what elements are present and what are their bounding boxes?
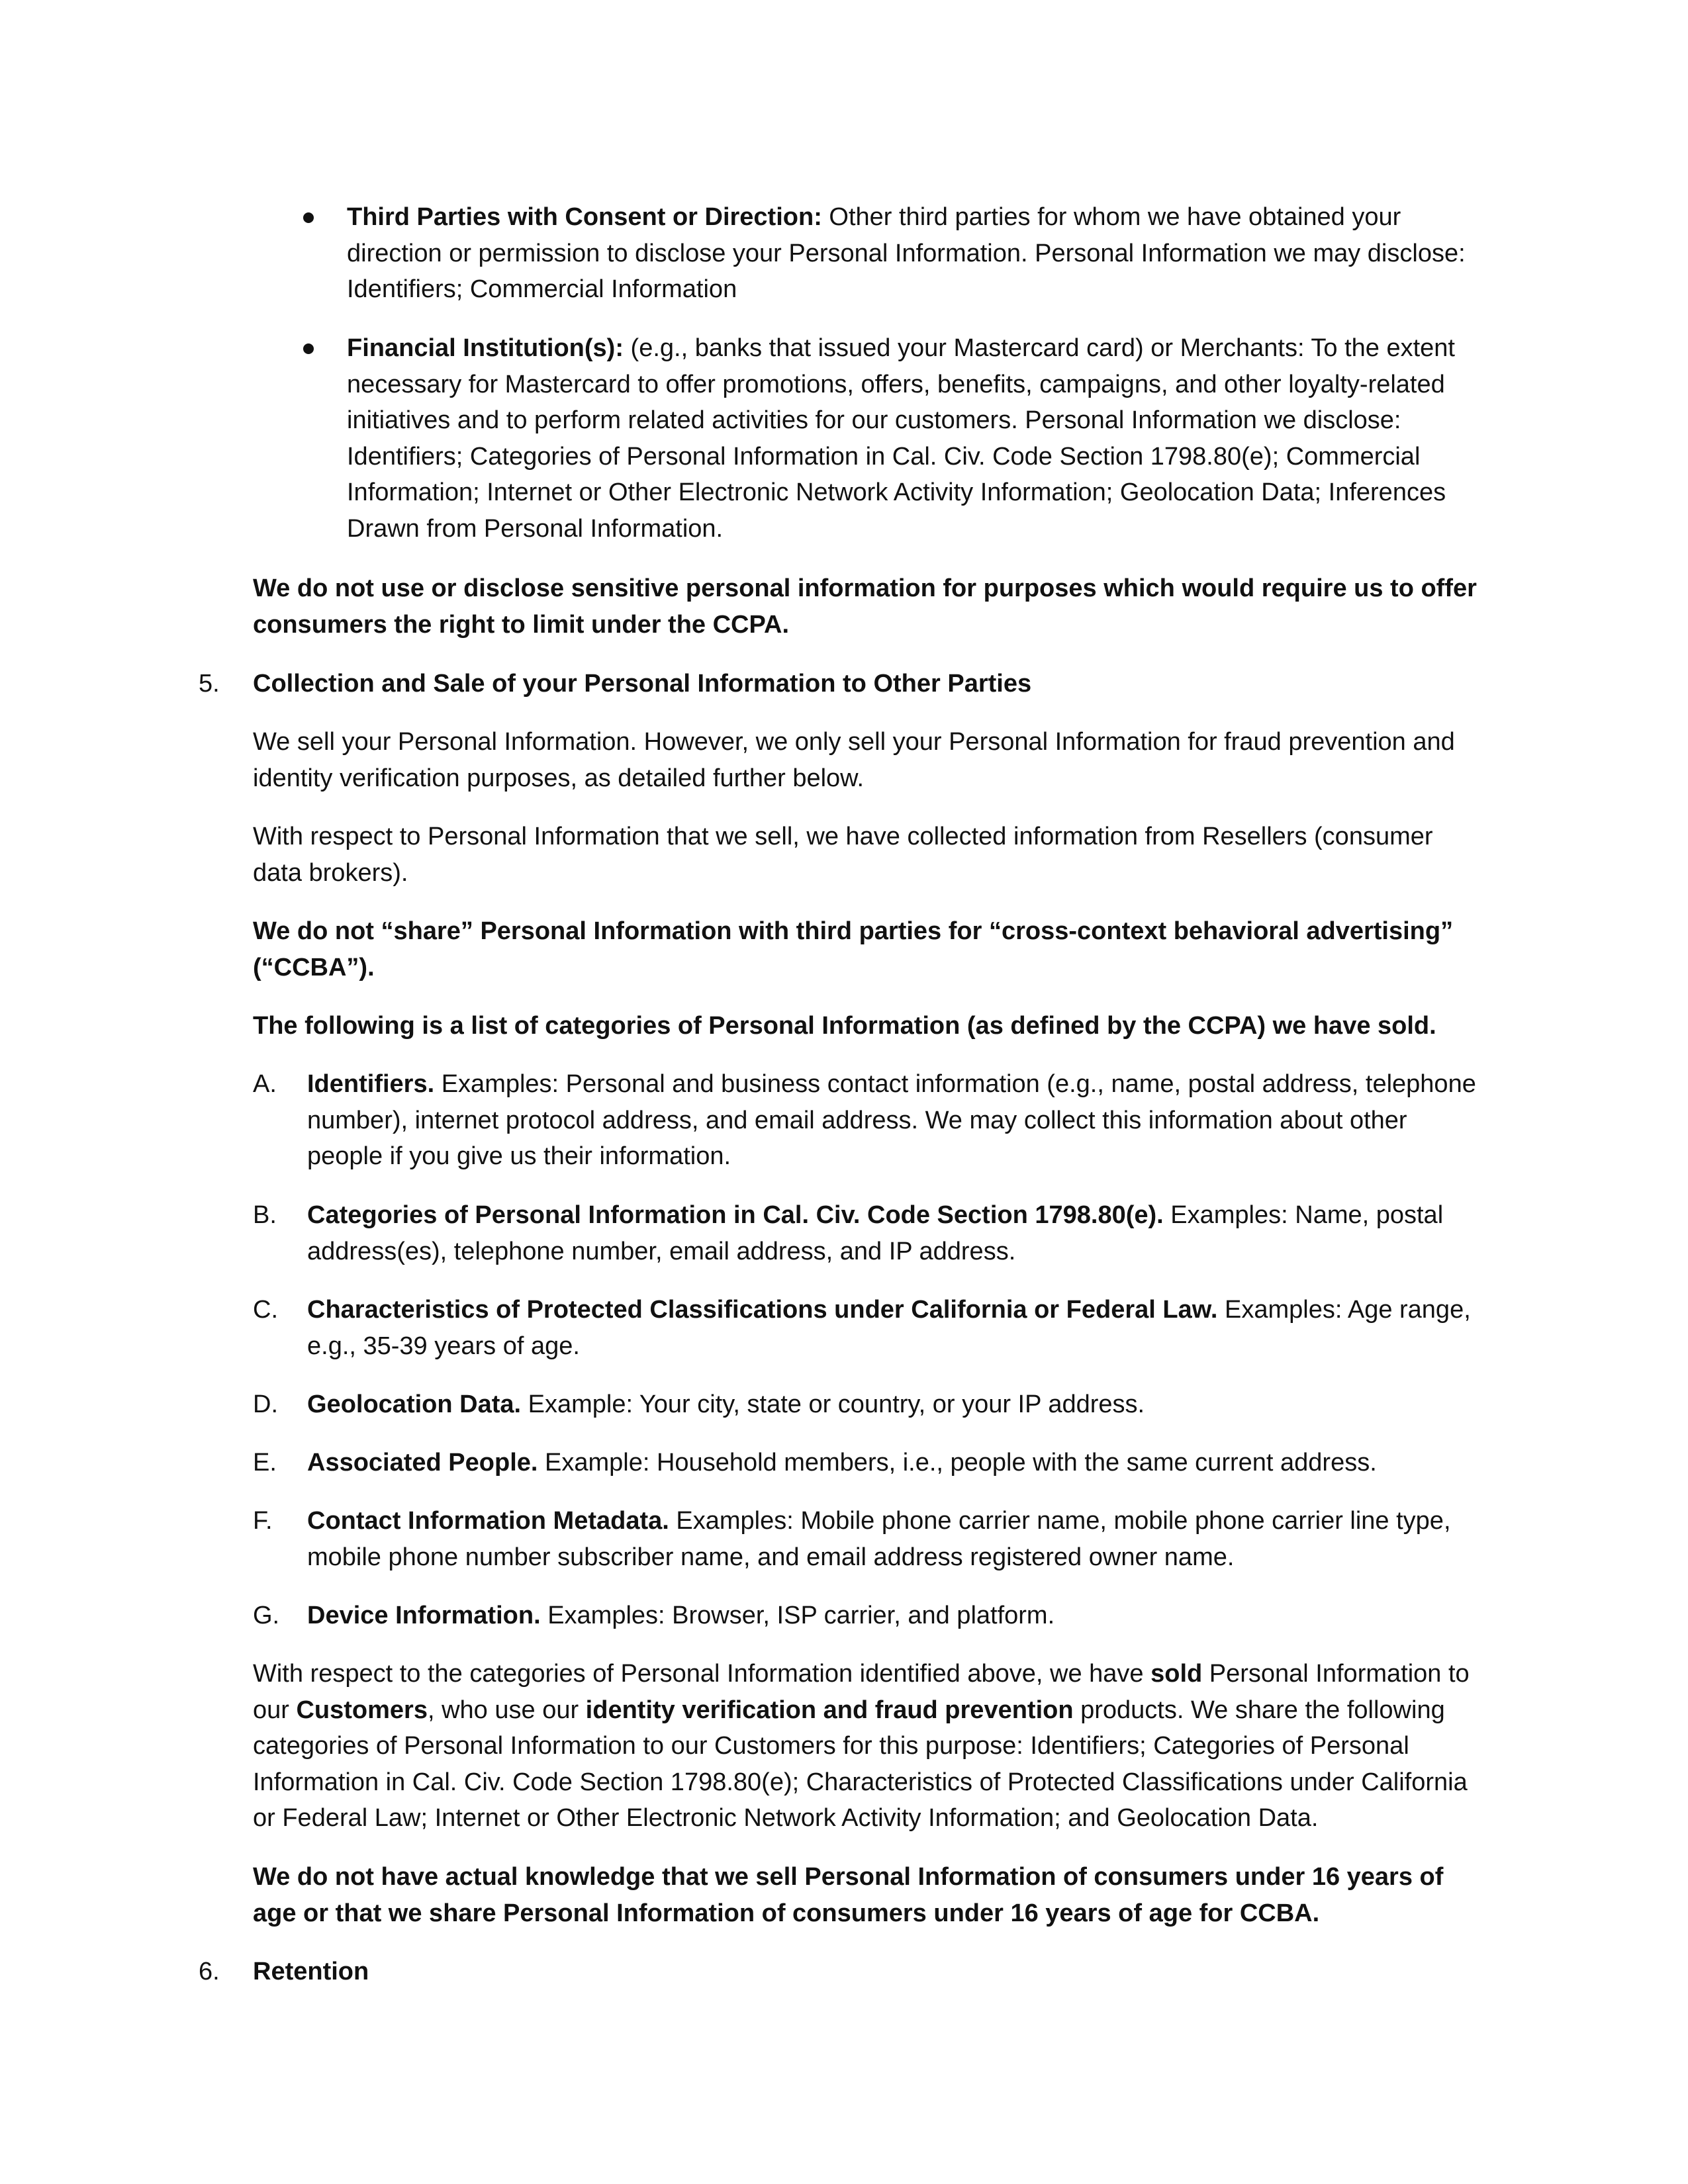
list-letter: G. xyxy=(253,1602,280,1629)
category-term: Characteristics of Protected Classifications under California or Federal Law. xyxy=(307,1296,1218,1324)
list-letter: E. xyxy=(253,1449,277,1477)
section-number: 5. xyxy=(199,670,220,698)
category-text: Example: Household members, i.e., people with the same current address. xyxy=(538,1449,1377,1477)
category-item-device-information xyxy=(307,1598,1485,1634)
emphasis-identity-verification: identity verification and fraud prevention xyxy=(585,1696,1074,1724)
categories-list-intro: The following is a list of categories of Personal Information (as defined by the CCPA) we have sold. xyxy=(253,1012,1436,1040)
category-text: Example: Your city, state or country, or your IP address. xyxy=(521,1390,1145,1418)
text-run: Personal Information to our xyxy=(253,1660,1470,1724)
section-heading-retention: Retention xyxy=(253,1958,369,1985)
paragraph-sell-info: We sell your Personal Information. However, we only sell your Personal Information for fraud prevention and identity verification purposes, as detailed further below. xyxy=(253,728,1455,792)
list-letter: B. xyxy=(253,1201,277,1229)
bullet-icon xyxy=(303,343,314,354)
bullet-icon xyxy=(303,212,314,223)
list-letter: C. xyxy=(253,1296,278,1324)
bullet-item-third-parties xyxy=(347,199,1485,308)
category-term: Geolocation Data. xyxy=(307,1390,522,1418)
paragraph-sold-to-customers xyxy=(253,1656,1485,1837)
category-text: Examples: Browser, ISP carrier, and platform. xyxy=(540,1602,1055,1629)
sensitive-info-notice: We do not use or disclose sensitive personal information for purposes which would require us to offer consumers the right to limit under the CCPA. xyxy=(253,574,1477,639)
text-run: With respect to the categories of Personal Information identified above, we have xyxy=(253,1660,1151,1688)
ccba-notice: We do not “share” Personal Information with third parties for “cross-context behavioral advertising” (“CCBA”). xyxy=(253,917,1454,981)
bullet-text: (e.g., banks that issued your Mastercard card) or Merchants: To the extent necessary for Mastercard to offer promotions, offers, benefits, campaigns, and other loyalty-related initiatives and to perform related activities for our customers. Personal Information we disclose: Identifiers; Categories of Personal Information in Cal. Civ. Code Section 1798.80(e); Commercial Information; Internet or Other Electronic Network Activity Information; Geolocation Data; Inferences Drawn from Personal Information. xyxy=(347,334,1455,543)
list-letter: A. xyxy=(253,1070,277,1098)
category-text: Examples: Age range, e.g., 35-39 years of age. xyxy=(307,1296,1471,1360)
category-item-protected-classifications xyxy=(307,1292,1485,1364)
bullet-term: Financial Institution(s): xyxy=(347,334,624,362)
emphasis-customers: Customers xyxy=(296,1696,428,1724)
bullet-item-financial-institutions xyxy=(347,330,1485,547)
category-term: Categories of Personal Information in Cal. Civ. Code Section 1798.80(e). xyxy=(307,1201,1164,1229)
emphasis-sold: sold xyxy=(1150,1660,1203,1688)
category-item-identifiers xyxy=(307,1066,1485,1175)
bullet-term: Third Parties with Consent or Direction: xyxy=(347,203,822,231)
minors-notice: We do not have actual knowledge that we sell Personal Information of consumers under 16 years of age or that we share Personal Information of consumers under 16 years of age for CCBA. xyxy=(253,1863,1444,1927)
section-number: 6. xyxy=(199,1958,220,1985)
section-heading-collection-sale: Collection and Sale of your Personal Information to Other Parties xyxy=(253,670,1032,698)
category-item-geolocation xyxy=(307,1387,1485,1423)
text-run: , who use our xyxy=(427,1696,586,1724)
category-text: Examples: Name, postal address(es), telephone number, email address, and IP address. xyxy=(307,1201,1444,1265)
category-term: Contact Information Metadata. xyxy=(307,1507,669,1535)
category-term: Associated People. xyxy=(307,1449,538,1477)
category-item-cal-civ-code xyxy=(307,1197,1485,1269)
category-term: Device Information. xyxy=(307,1602,541,1629)
category-text: Examples: Personal and business contact information (e.g., name, postal address, telephone number), internet protocol address, and email address. We may collect this information about other people if you give us their information. xyxy=(307,1070,1476,1170)
category-item-contact-metadata xyxy=(307,1503,1485,1575)
category-item-associated-people xyxy=(307,1445,1485,1481)
list-letter: F. xyxy=(253,1507,273,1535)
category-term: Identifiers. xyxy=(307,1070,435,1098)
category-text: Examples: Mobile phone carrier name, mobile phone carrier line type, mobile phone number subscriber name, and email address registered owner name. xyxy=(307,1507,1451,1571)
paragraph-resellers: With respect to Personal Information that we sell, we have collected information from Resellers (consumer data brokers). xyxy=(253,823,1433,887)
text-run: products. We share the following categories of Personal Information to our Customers for this purpose: Identifiers; Categories of Personal Information in Cal. Civ. Code Section 1798.80(e); Characteristics of Protected Classifications under California or Federal Law; Internet or Other Electronic Network Activity Information; and Geolocation Data. xyxy=(253,1696,1468,1832)
bullet-text: Other third parties for whom we have obtained your direction or permission to disclose your Personal Information. Personal Information we may disclose: Identifiers; Commercial Information xyxy=(347,203,1466,303)
list-letter: D. xyxy=(253,1390,278,1418)
